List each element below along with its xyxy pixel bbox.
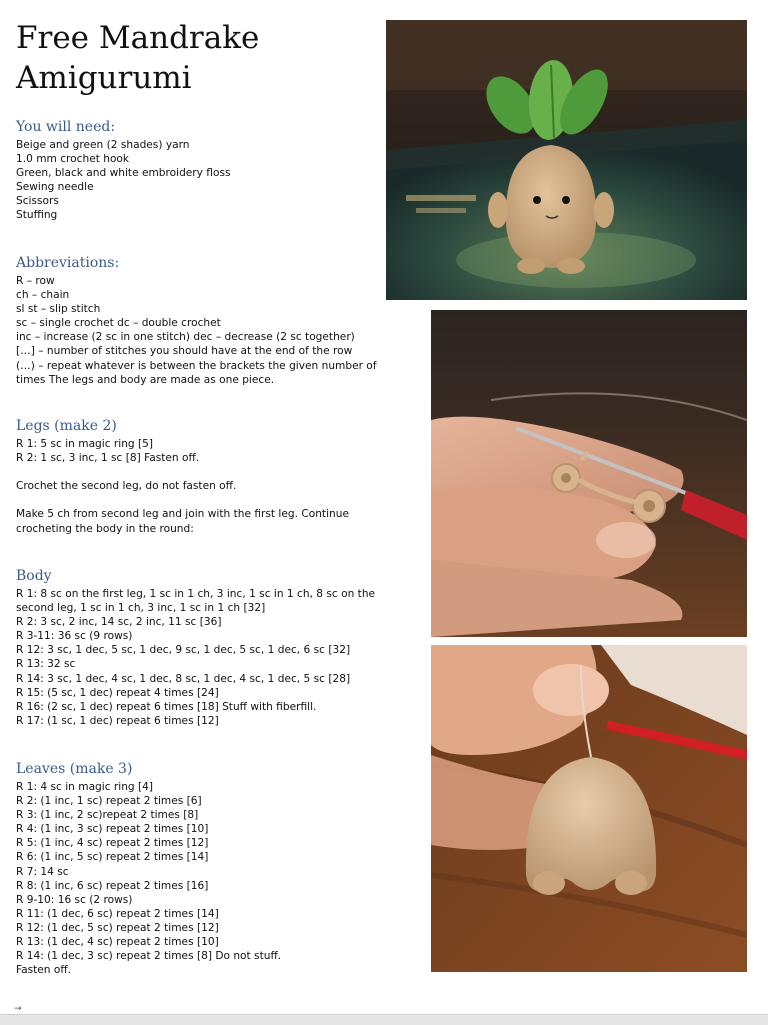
list-item: R 8: (1 inc, 6 sc) repeat 2 times [16]	[16, 879, 209, 892]
legs-heading: Legs (make 2)	[16, 418, 117, 434]
list-item: R 2: (1 inc, 1 sc) repeat 2 times [6]	[16, 795, 202, 808]
list-item: R 5: (1 inc, 4 sc) repeat 2 times [12]	[16, 837, 209, 850]
list-item: crocheting the body in the round:	[16, 522, 194, 535]
list-item: […] – number of stitches you should have at the end of the row	[16, 345, 353, 358]
list-item: R – row	[16, 275, 55, 287]
list-item: R 17: (1 sc, 1 dec) repeat 6 times [12]	[16, 714, 219, 727]
page-arrow: →	[14, 1004, 22, 1014]
list-item: Make 5 ch from second leg and join with the first leg. Continue	[16, 508, 349, 521]
list-item: times The legs and body are made as one piece.	[16, 373, 275, 386]
legs-on-hook-photo	[431, 310, 747, 637]
abbreviations-list	[16, 274, 416, 387]
materials-heading: You will need:	[16, 119, 116, 135]
list-item: Stuffing	[16, 209, 58, 222]
body-heading: Body	[16, 568, 52, 584]
list-item: sc – single crochet dc – double crochet	[16, 317, 221, 330]
title-line-2: Amigurumi	[16, 60, 192, 96]
body-photo	[431, 645, 747, 972]
page-footer-bar	[0, 1014, 768, 1025]
list-item	[16, 465, 416, 479]
list-item: Crochet the second leg, do not fasten off.	[16, 480, 237, 493]
title-line-1: Free Mandrake	[16, 20, 260, 56]
list-item: R 12: (1 dec, 5 sc) repeat 2 times [12]	[16, 921, 219, 934]
list-item: R 11: (1 dec, 6 sc) repeat 2 times [14]	[16, 907, 219, 920]
list-item: R 1: 8 sc on the first leg, 1 sc in 1 ch, 3 inc, 1 sc in 1 ch, 8 sc on the	[16, 588, 376, 600]
list-item: inc – increase (2 sc in one stitch) dec – decrease (2 sc together)	[16, 331, 355, 344]
list-item: R 2: 3 sc, 2 inc, 14 sc, 2 inc, 11 sc [36]	[16, 616, 222, 629]
list-item: R 14: (1 dec, 3 sc) repeat 2 times [8] Do not stuff.	[16, 950, 282, 963]
list-item: R 6: (1 inc, 5 sc) repeat 2 times [14]	[16, 851, 209, 864]
list-item: (…) – repeat whatever is between the brackets the given number of	[16, 359, 377, 372]
list-item: Sewing needle	[16, 181, 94, 194]
list-item: R 9-10: 16 sc (2 rows)	[16, 893, 133, 906]
list-item: second leg, 1 sc in 1 ch, 3 inc, 1 sc in 1 ch [32]	[16, 602, 266, 615]
abbreviations-heading: Abbreviations:	[16, 255, 120, 271]
list-item: R 12: 3 sc, 1 dec, 5 sc, 1 dec, 9 sc, 1 dec, 5 sc, 1 dec, 6 sc [32]	[16, 644, 351, 657]
list-item: R 14: 3 sc, 1 dec, 4 sc, 1 dec, 8 sc, 1 dec, 4 sc, 1 dec, 5 sc [28]	[16, 672, 351, 685]
leaves-heading: Leaves (make 3)	[16, 761, 133, 777]
list-item: R 1: 5 sc in magic ring [5]	[16, 438, 154, 450]
list-item: 1.0 mm crochet hook	[16, 153, 130, 166]
materials-list	[16, 138, 416, 223]
list-item: R 1: 4 sc in magic ring [4]	[16, 781, 154, 793]
legs-instructions	[16, 437, 416, 536]
list-item: R 13: (1 dec, 4 sc) repeat 2 times [10]	[16, 936, 219, 949]
list-item: Scissors	[16, 195, 59, 208]
list-item	[16, 493, 416, 507]
list-item: R 13: 32 sc	[16, 658, 76, 671]
list-item: R 7: 14 sc	[16, 865, 69, 878]
list-item: sl st – slip stitch	[16, 303, 101, 316]
list-item: R 3: (1 inc, 2 sc)repeat 2 times [8]	[16, 809, 199, 822]
list-item: Beige and green (2 shades) yarn	[16, 139, 190, 151]
list-item: R 15: (5 sc, 1 dec) repeat 4 times [24]	[16, 686, 219, 699]
list-item: R 4: (1 inc, 3 sc) repeat 2 times [10]	[16, 823, 209, 836]
leaves-instructions	[16, 780, 416, 977]
list-item: R 16: (2 sc, 1 dec) repeat 6 times [18] Stuff with fiberfill.	[16, 700, 317, 713]
list-item: R 2: 1 sc, 3 inc, 1 sc [8] Fasten off.	[16, 452, 200, 465]
finished-mandrake-photo	[386, 20, 747, 300]
list-item: R 3-11: 36 sc (9 rows)	[16, 630, 133, 643]
list-item: ch – chain	[16, 289, 70, 302]
page-title	[16, 18, 376, 98]
body-instructions	[16, 587, 416, 728]
list-item: Green, black and white embroidery floss	[16, 167, 231, 180]
list-item: Fasten off.	[16, 964, 72, 977]
